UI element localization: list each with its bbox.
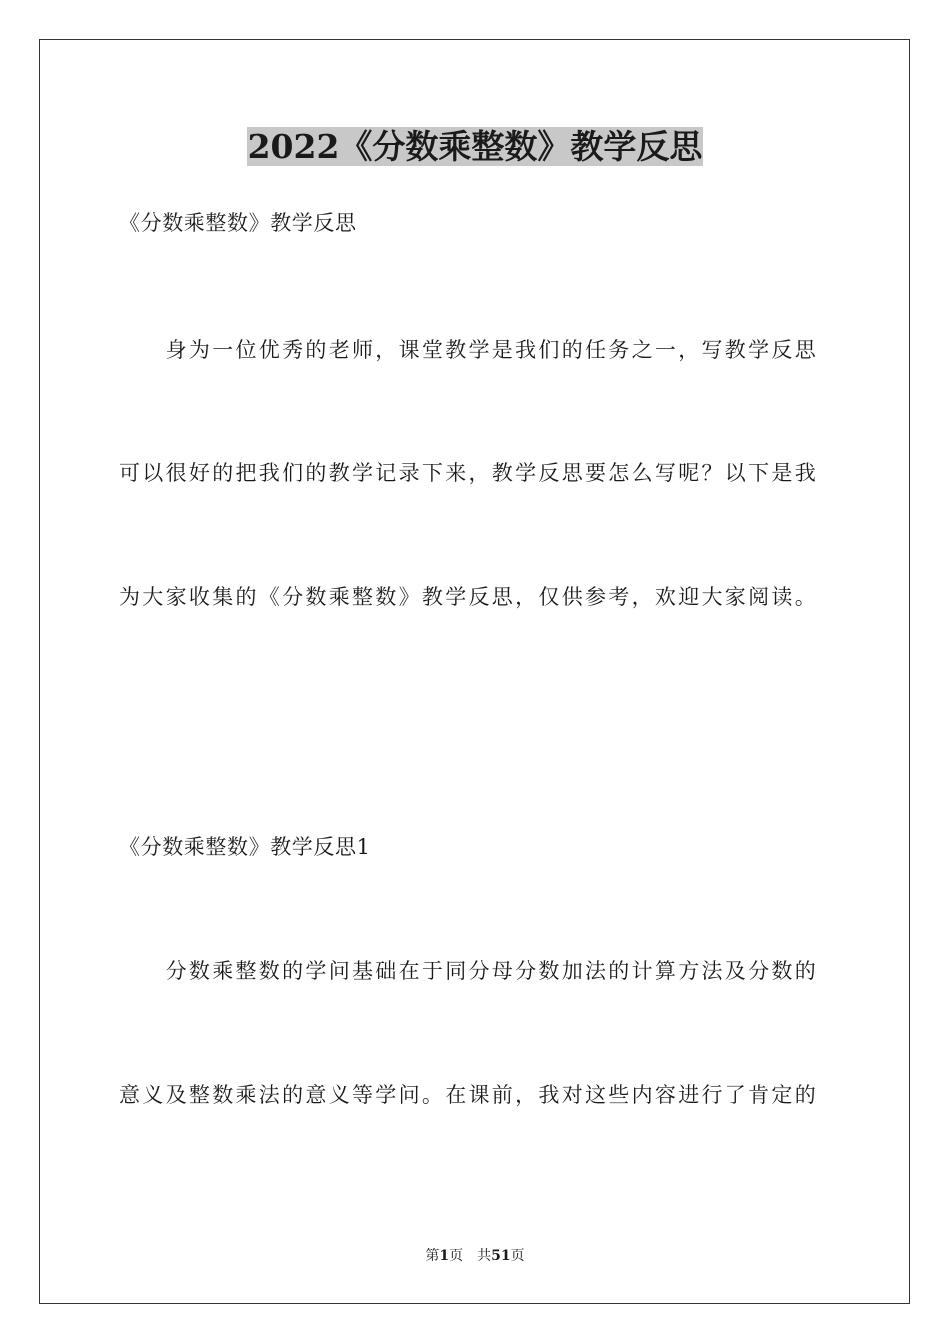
page-footer — [0, 1246, 950, 1266]
footer-page-mid: 页 共 — [449, 1248, 492, 1264]
footer-page-prefix: 第 — [425, 1248, 440, 1264]
subtitle: 《分数乘整数》教学反思 — [119, 211, 357, 235]
footer-page-suffix: 页 — [510, 1248, 525, 1264]
paragraph-line: 可以很好的把我们的教学记录下来，教学反思要怎么写呢？以下是我 — [119, 461, 818, 485]
section-heading: 《分数乘整数》教学反思1 — [119, 835, 371, 859]
paragraph-line: 为大家收集的《分数乘整数》教学反思，仅供参考，欢迎大家阅读。 — [119, 585, 818, 609]
footer-page-total: 51 — [491, 1248, 511, 1264]
document-title-text: 2022《分数乘整数》教学反思 — [247, 127, 703, 166]
footer-page-current: 1 — [439, 1248, 450, 1264]
document-title — [0, 124, 950, 170]
paragraph-line: 意义及整数乘法的意义等学问。在课前，我对这些内容进行了肯定的 — [119, 1083, 818, 1107]
paragraph-line: 分数乘整数的学问基础在于同分母分数加法的计算方法及分数的 — [119, 959, 818, 983]
paragraph-line: 身为一位优秀的老师，课堂教学是我们的任务之一，写教学反思 — [119, 338, 818, 362]
